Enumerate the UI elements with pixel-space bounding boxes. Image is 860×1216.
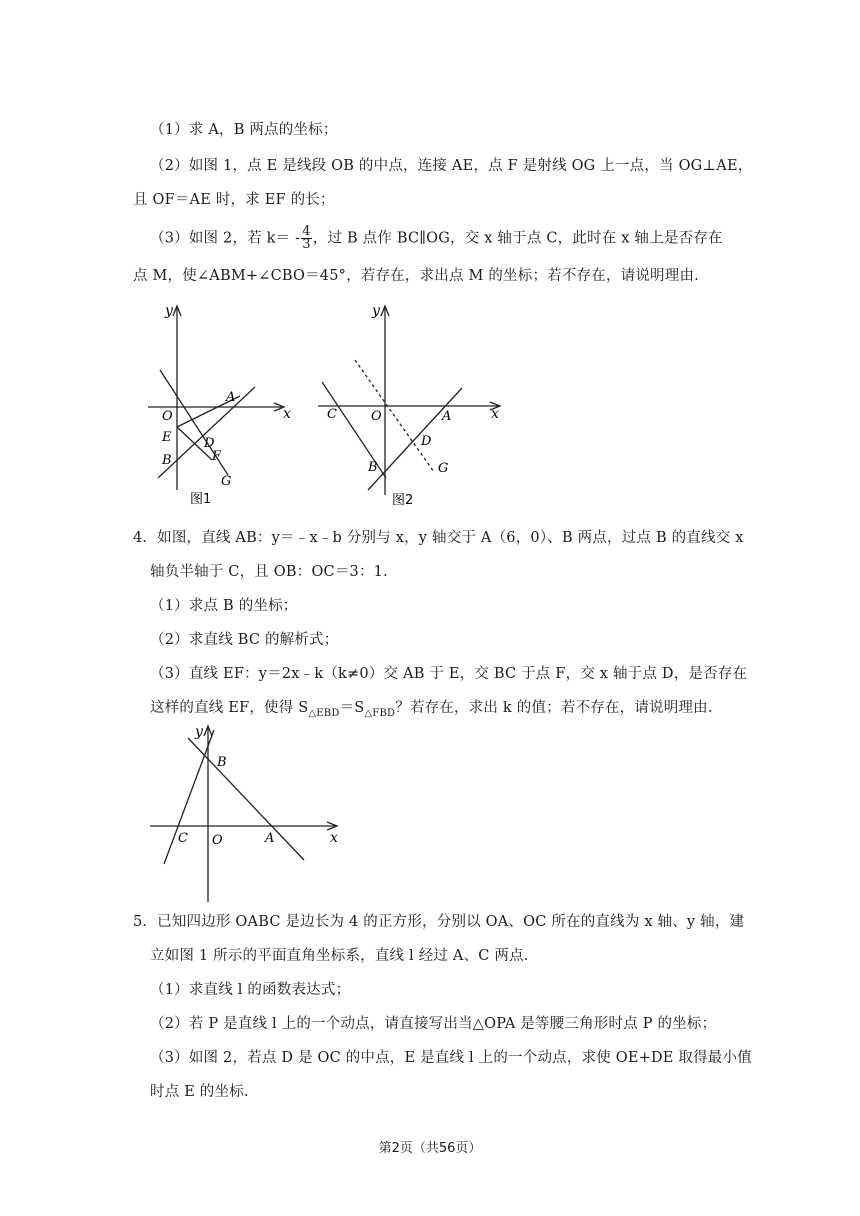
line-ab <box>188 738 304 860</box>
q5-part1: （1）求直线 l 的函数表达式； <box>150 982 351 998</box>
figure-q4 <box>140 718 350 906</box>
q3-part2-line1: （2）如图 1，点 E 是线段 OB 的中点，连接 AE，点 F 是射线 OG 上一点，当 OG⊥AE， <box>150 158 753 174</box>
fig2-label-a: A <box>442 409 452 424</box>
fig1-label-g: G <box>221 474 232 489</box>
line-ab <box>158 387 255 478</box>
fig3-label-a: A <box>265 831 275 846</box>
fraction-denominator: 3 <box>302 237 311 252</box>
fig1-label-f: F <box>212 449 222 464</box>
page-number-footer: 第2页（共56页） <box>378 1141 482 1156</box>
fig2-label-c: C <box>327 407 337 422</box>
q5-stem-line2: 立如图 1 所示的平面直角坐标系，直线 l 经过 A、C 两点. <box>150 948 529 964</box>
fig1-label-d: D <box>204 436 215 451</box>
q3-part2-line2: 且 OF＝AE 时，求 EF 的长； <box>133 192 335 208</box>
q3-part3-prefix: （3）如图 2，若 k＝ - <box>150 230 301 247</box>
fraction <box>301 226 311 251</box>
fig2-label-x: x <box>491 406 499 422</box>
fig1-label-y: y <box>165 303 173 319</box>
line-bc <box>164 730 214 864</box>
q4-stem-line1: 4．如图，直线 AB：y＝﹣x﹣b 分别与 x，y 轴交于 A（6，0）、B 两点，过点 B 的直线交 x <box>133 530 744 546</box>
fig2-label-y: y <box>372 303 380 319</box>
fig3-label-o: O <box>212 833 223 848</box>
q5-stem-line1: 5．已知四边形 OABC 是边长为 4 的正方形，分别以 OA、OC 所在的直线为 x 轴、y 轴，建 <box>133 914 745 930</box>
q4-part1: （1）求点 B 的坐标； <box>150 598 298 614</box>
q4-part2: （2）求直线 BC 的解析式； <box>150 632 339 648</box>
q5-part3-line1: （3）如图 2，若点 D 是 OC 的中点，E 是直线 l 上的一个动点，求使 OE+DE 取得最小值 <box>150 1050 752 1066</box>
fig1-label-a: A <box>226 390 236 405</box>
q3-part3-suffix: ，过 B 点作 BC∥OG，交 x 轴于点 C，此时在 x 轴上是否存在 <box>312 230 723 247</box>
fig3-label-x: x <box>330 830 338 846</box>
fig3-label-y: y <box>195 724 203 740</box>
fig3-label-c: C <box>178 831 188 846</box>
q4-part3-text-c: ？若存在，求出 k 的值；若不存在，请说明理由. <box>395 700 713 716</box>
fig1-label-e: E <box>162 430 172 445</box>
fig2-label-d: D <box>421 434 432 449</box>
q3-part3-line2: 点 M，使∠ABM+∠CBO＝45°，若存在，求出点 M 的坐标；若不存在，请说明理由. <box>133 268 699 284</box>
q4-part3-text-a: 这样的直线 EF，使得 S <box>150 700 309 716</box>
q3-part1: （1）求 A，B 两点的坐标； <box>150 122 338 138</box>
fig1-label-o: O <box>162 409 173 424</box>
q4-part3-text-b: ＝S <box>339 700 365 716</box>
fig1-label-x: x <box>283 406 291 422</box>
q5-part3-line2: 时点 E 的坐标. <box>150 1084 249 1100</box>
q3-part3-line1 <box>150 226 723 251</box>
line-og-dashed <box>355 360 434 472</box>
fig2-caption: 图2 <box>392 493 414 508</box>
fig1-caption: 图1 <box>190 492 212 507</box>
q4-subscript-fbd: △FBD <box>364 707 396 719</box>
q4-part3-line1: （3）直线 EF：y＝2x﹣k（k≠0）交 AB 于 E，交 BC 于点 F，交 x 轴于点 D，是否存在 <box>150 666 748 682</box>
fig2-label-o: O <box>371 409 382 424</box>
fig2-label-b: B <box>368 460 378 475</box>
fig1-label-b: B <box>162 453 172 468</box>
q4-stem-line2: 轴负半轴于 C，且 OB：OC＝3：1. <box>150 564 388 580</box>
q5-part2: （2）若 P 是直线 l 上的一个动点，请直接写出当△OPA 是等腰三角形时点 P 的坐标； <box>150 1016 717 1032</box>
figure-2 <box>310 300 510 515</box>
fig2-label-g: G <box>438 461 449 476</box>
fraction-numerator: 4 <box>302 224 311 239</box>
figure-1 <box>140 300 300 515</box>
q4-subscript-ebd: △EBD <box>308 707 340 719</box>
fig3-label-b: B <box>217 755 227 770</box>
